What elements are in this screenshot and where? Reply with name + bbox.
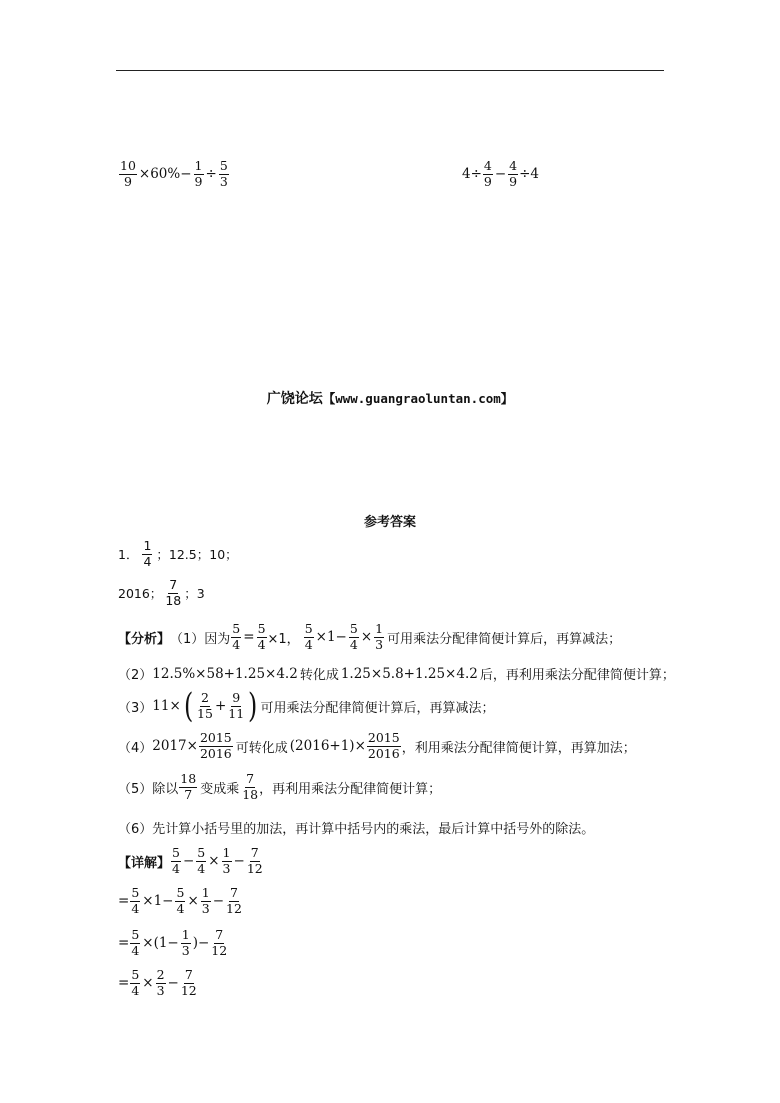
detail-line-1: = $\frac{5}{4}$ ×1− $\frac{5}{4}$ × $\frac{1}{3}$ − $\frac{7}{12}$ bbox=[118, 885, 242, 916]
fraction: $\frac{4}{9}$ bbox=[509, 158, 518, 189]
fraction: $\frac{4}{9}$ bbox=[483, 158, 492, 189]
right-paren: ) bbox=[248, 686, 258, 726]
fraction: $\frac{5}{4}$ bbox=[232, 621, 241, 652]
analysis-tag: 【分析】 bbox=[118, 631, 171, 647]
fraction: $\frac{7}{12}$ bbox=[211, 927, 228, 958]
analysis-line-2: （2） 12.5%×58+1.25×4.2 转化成 1.25×5.8+1.25×4.2 后，再利用乘法分配律简便计算； bbox=[118, 665, 675, 683]
detail-line-0: 【详解】 $\frac{5}{4}$ − $\frac{5}{4}$ × $\frac{1}{3}$ − $\frac{7}{12}$ bbox=[118, 845, 263, 876]
answers-title: 参考答案 bbox=[363, 515, 416, 530]
fraction: $\frac{1}{9}$ bbox=[194, 158, 203, 189]
fraction: $\frac{10}{9}$ bbox=[120, 158, 136, 189]
fraction: $\frac{5}{4}$ bbox=[131, 885, 140, 916]
detail-line-3: = $\frac{5}{4}$ × $\frac{2}{3}$ − $\frac{7}{12}$ bbox=[118, 967, 197, 998]
fraction: $\frac{1}{3}$ bbox=[201, 885, 210, 916]
fraction: $\frac{7}{18}$ bbox=[242, 771, 259, 802]
analysis-line-6: （6）先计算小括号里的加法，再计算中括号内的乘法，最后计算中括号外的除法。 bbox=[118, 822, 595, 837]
fraction: $\frac{1}{4}$ bbox=[143, 538, 152, 569]
fraction: $\frac{9}{11}$ bbox=[228, 690, 245, 721]
fraction: $\frac{2}{15}$ bbox=[197, 690, 213, 721]
left-paren: ( bbox=[183, 686, 194, 726]
fraction: $\frac{18}{7}$ bbox=[180, 771, 197, 802]
fraction: $\frac{5}{3}$ bbox=[219, 158, 228, 189]
answer-line-2: 2016； $\frac{7}{18}$ ；3 bbox=[118, 577, 205, 608]
analysis-line-3: （3） 11× ( $\frac{2}{15}$ + $\frac{9}{11}$ ) 可用乘法分配律简便计算后，再算减法； bbox=[118, 686, 495, 726]
fraction: $\frac{5}{4}$ bbox=[349, 621, 358, 652]
analysis-line-4: （4） 2017× $\frac{2015}{2016}$ 可转化成 (2016+1)× $\frac{2015}{2016}$ ，利用乘法分配律简便计算，再算加法； bbox=[118, 730, 636, 761]
fraction: $\frac{7}{18}$ bbox=[165, 577, 182, 608]
fraction: $\frac{5}{4}$ bbox=[176, 885, 185, 916]
watermark-url: 【www.guangraoluntan.com】 bbox=[322, 391, 514, 406]
fraction: $\frac{7}{12}$ bbox=[226, 885, 242, 916]
fraction: $\frac{5}{4}$ bbox=[257, 621, 266, 652]
answer-line-1: 1． $\frac{1}{4}$ ；12.5；10； bbox=[118, 538, 238, 569]
watermark bbox=[0, 388, 780, 408]
detail-line-2: = $\frac{5}{4}$ ×(1− $\frac{1}{3}$ )− $\frac{7}{12}$ bbox=[118, 927, 228, 958]
fraction: $\frac{1}{3}$ bbox=[181, 927, 190, 958]
analysis-line-5: （5）除以 $\frac{18}{7}$ 变成乘 $\frac{7}{18}$ ，再利用乘法分配律简便计算； bbox=[118, 771, 442, 802]
fraction: $\frac{7}{12}$ bbox=[180, 967, 197, 998]
fraction: $\frac{5}{4}$ bbox=[172, 845, 180, 876]
fraction: $\frac{1}{3}$ bbox=[375, 621, 384, 652]
detail-tag: 【详解】 bbox=[118, 855, 171, 871]
fraction: $\frac{2015}{2016}$ bbox=[367, 730, 400, 761]
analysis-line-1: 【分析】 （1）因为 $\frac{5}{4}$ = $\frac{5}{4}$ ×1， $\frac{5}{4}$ ×1− $\frac{5}{4}$ × $\frac{1}{3}$ 可用乘法分配律简便计算后，再算减法； bbox=[118, 621, 622, 652]
fraction: $\frac{7}{12}$ bbox=[246, 845, 263, 876]
watermark-site-name: 广饶论坛 bbox=[266, 391, 323, 407]
fraction: $\frac{2015}{2016}$ bbox=[199, 730, 232, 761]
fraction: $\frac{5}{4}$ bbox=[304, 621, 313, 652]
fraction: $\frac{1}{3}$ bbox=[222, 845, 231, 876]
problem-left-expression: $\frac{10}{9}$ ×60%− $\frac{1}{9}$ ÷ $\frac{5}{3}$ bbox=[120, 158, 228, 189]
fraction: $\frac{5}{4}$ bbox=[131, 967, 140, 998]
problem-right-expression: 4÷ $\frac{4}{9}$ − $\frac{4}{9}$ ÷4 bbox=[462, 158, 540, 189]
header-rule bbox=[116, 70, 664, 71]
fraction: $\frac{2}{3}$ bbox=[156, 967, 165, 998]
fraction: $\frac{5}{4}$ bbox=[197, 845, 206, 876]
fraction: $\frac{5}{4}$ bbox=[131, 927, 140, 958]
